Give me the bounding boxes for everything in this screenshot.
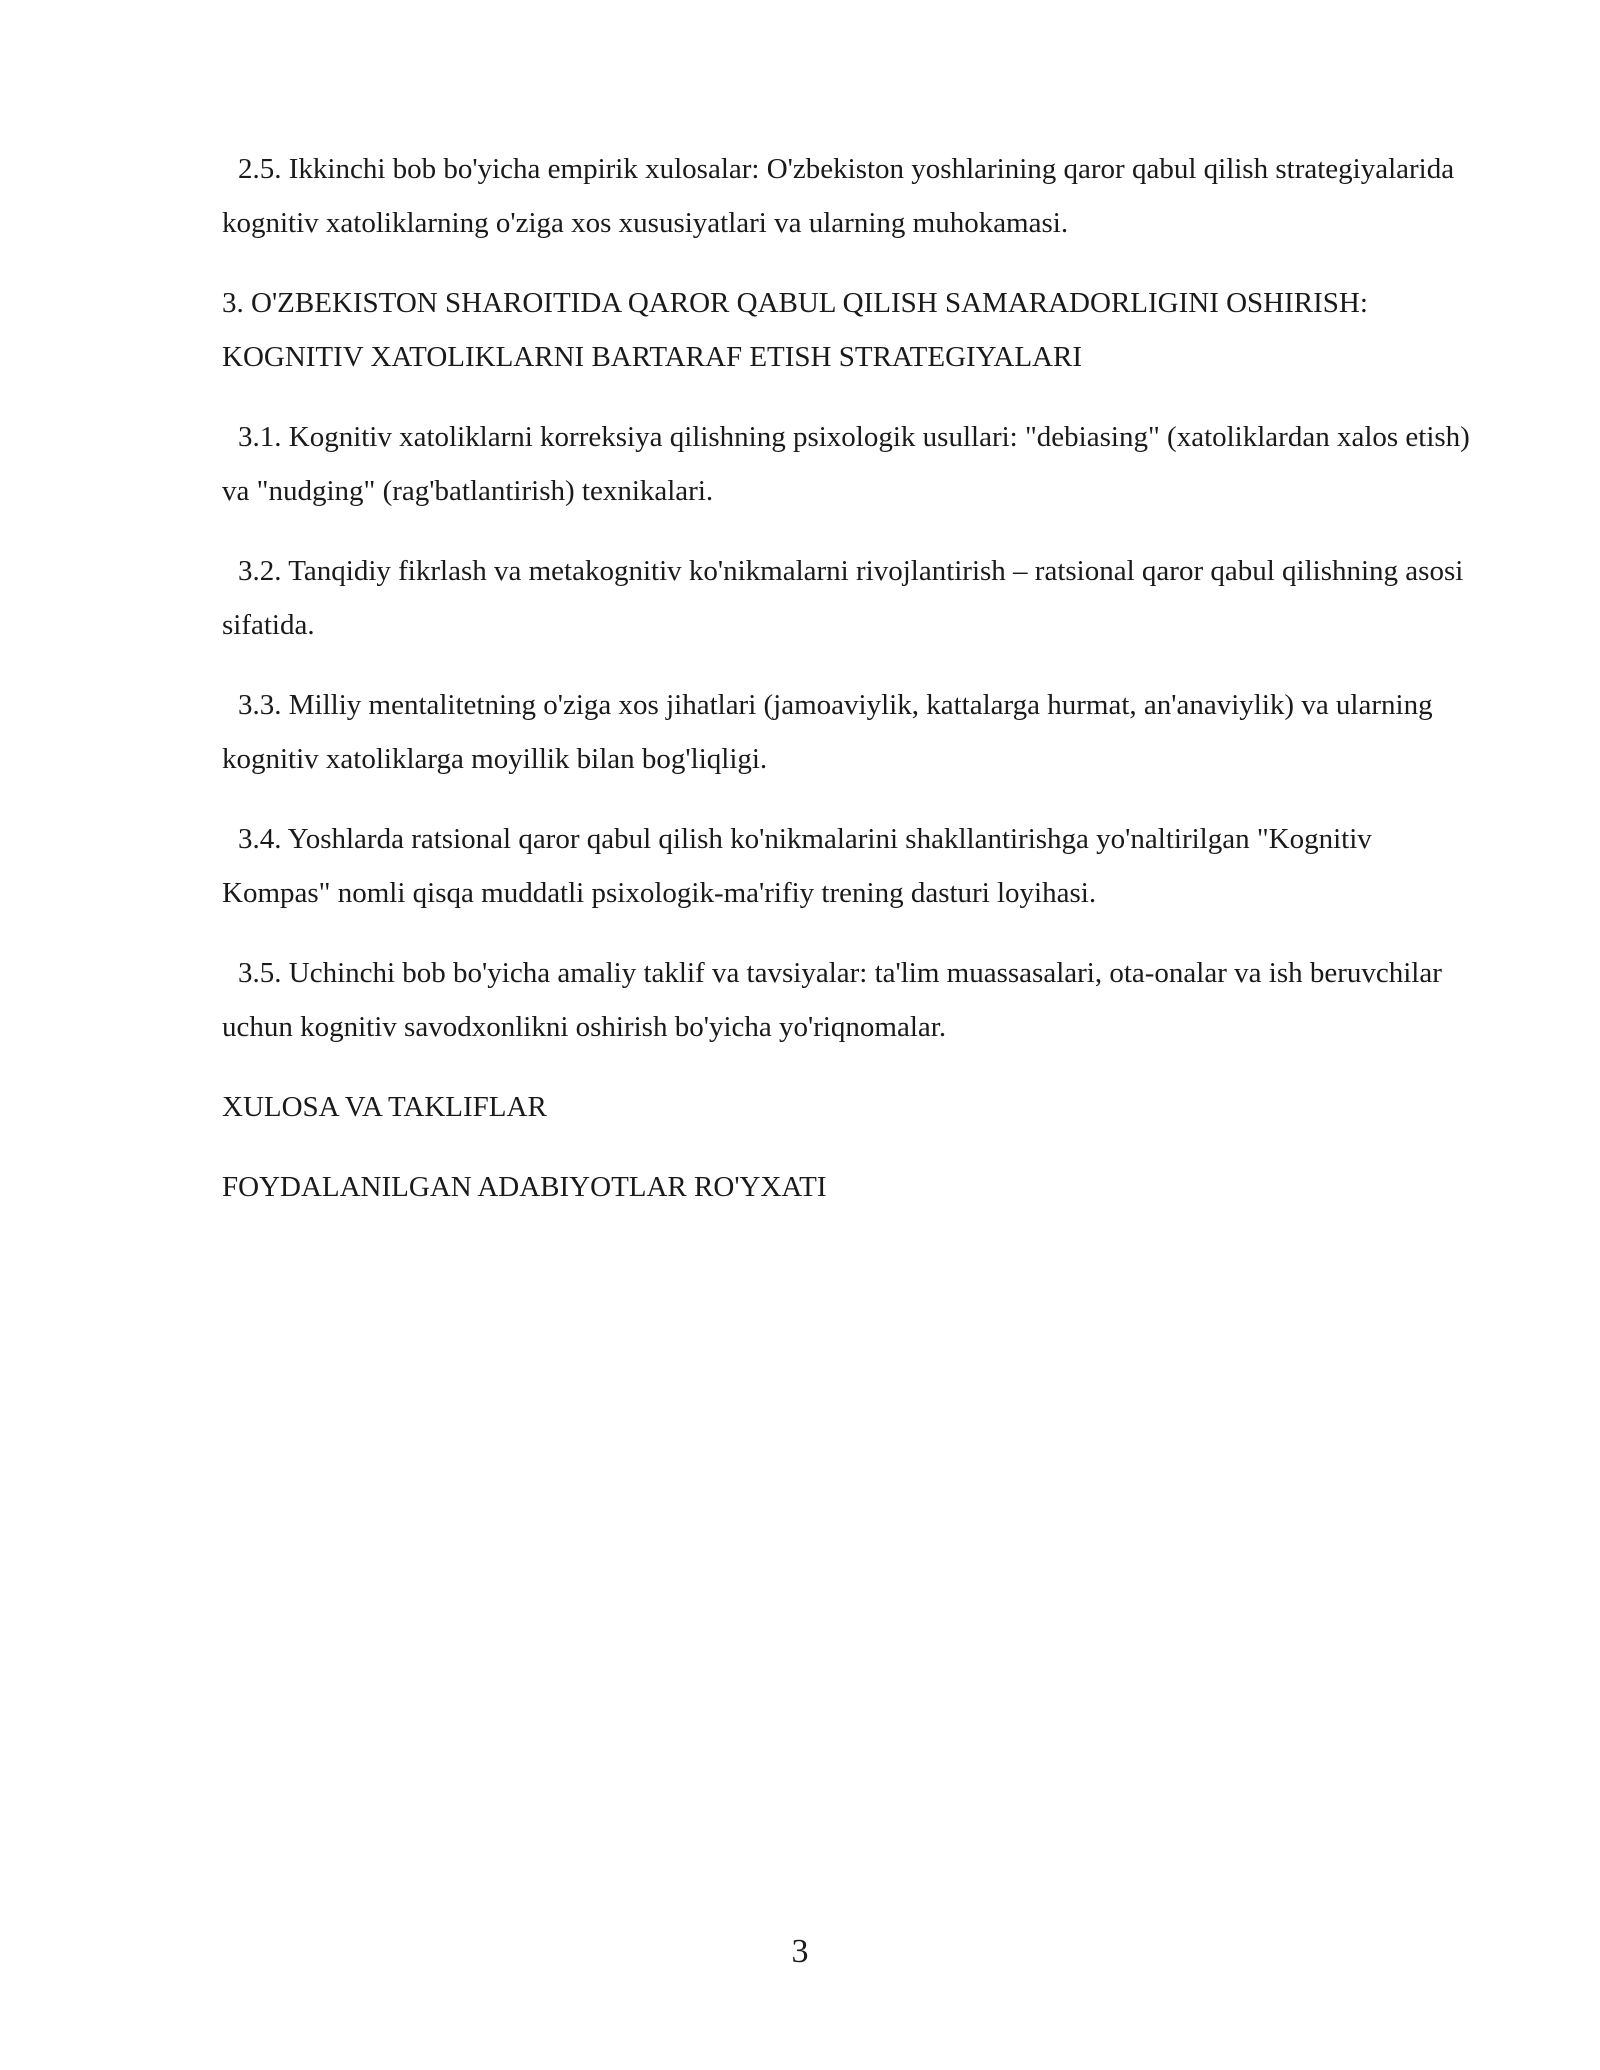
toc-entry-3-5: 3.5. Uchinchi bob bo'yicha amaliy taklif va tavsiyalar: ta'lim muassasalari, ota-onalar va ish beruvchilar uchun kognitiv savodxonlikni oshirish bo'yicha yo'riqnomalar. (222, 957, 1442, 1043)
toc-entry-2-5: 2.5. Ikkinchi bob bo'yicha empirik xulosalar: O'zbekiston yoshlarining qaror qabul qilish strategiyalarida kognitiv xatoliklarning o'ziga xos xususiyatlari va ularning muhokamasi. (222, 153, 1455, 239)
toc-entry-3-3: 3.3. Milliy mentalitetning o'ziga xos jihatlari (jamoaviylik, kattalarga hurmat, an'anaviylik) va ularning kognitiv xatoliklarga moyillik bilan bog'liqligi. (222, 689, 1433, 775)
toc-entry-3-1: 3.1. Kognitiv xatoliklarni korreksiya qilishning psixologik usullari: "debiasing" (xatoliklardan xalos etish) va "nudging" (rag'batlantirish) texnikalari. (222, 421, 1470, 507)
toc-entry-3-4: 3.4. Yoshlarda ratsional qaror qabul qilish ko'nikmalarini shakllantirishga yo'naltirilgan "Kognitiv Kompas" nomli qisqa muddatli psixologik-ma'rifiy trening dasturi loyihasi. (222, 823, 1372, 909)
page-number: 3 (791, 1933, 809, 1970)
toc-references-heading: FOYDALANILGAN ADABIYOTLAR RO'YXATI (222, 1171, 827, 1203)
toc-conclusion-heading: XULOSA VA TAKLIFLAR (222, 1091, 547, 1123)
toc-chapter-3-heading: 3. O'ZBEKISTON SHAROITIDA QAROR QABUL QILISH SAMARADORLIGINI OSHIRISH: KOGNITIV XATOLIKLARNI BARTARAF ETISH STRATEGIYALARI (222, 287, 1368, 373)
toc-entry-3-2: 3.2. Tanqidiy fikrlash va metakognitiv ko'nikmalarni rivojlantirish – ratsional qaror qabul qilishning asosi sifatida. (222, 555, 1464, 641)
table-of-contents (222, 142, 1472, 1240)
